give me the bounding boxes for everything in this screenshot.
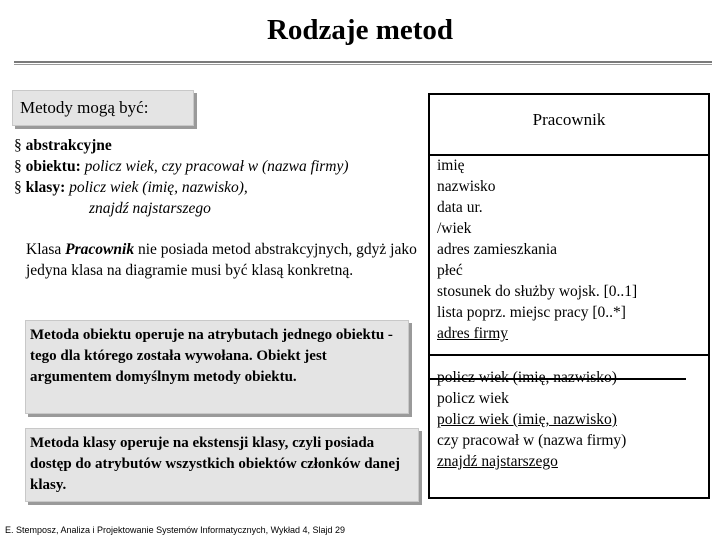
uml-attribute: /wiek	[437, 220, 472, 237]
uml-attribute-class-scope: adres firmy	[437, 325, 509, 342]
uml-attribute: nazwisko	[437, 178, 496, 195]
title-divider-shadow	[14, 64, 712, 65]
bullet-icon: §	[14, 179, 22, 196]
method-kinds-list	[14, 135, 349, 219]
object-label: obiektu:	[25, 158, 81, 175]
uml-attribute: data ur.	[437, 199, 483, 216]
bullet-icon: §	[14, 137, 22, 154]
class-methods-text: policz wiek (imię, nazwisko),	[69, 179, 248, 196]
uml-attribute: stosunek do służby wojsk. [0..1]	[437, 283, 638, 300]
methods-heading-box	[12, 90, 194, 126]
method-strike-line	[430, 378, 686, 380]
note-text-end: nie posiada metod abstrakcyjnych, gdyż jako jedyna klasa na diagramie musi być klasą konkretną.	[26, 241, 417, 279]
uml-attribute: imię	[437, 157, 465, 174]
bullet-icon: §	[14, 158, 22, 175]
title-divider	[14, 61, 712, 63]
uml-attribute: płeć	[437, 262, 463, 279]
uml-attribute: adres zamieszkania	[437, 241, 558, 258]
uml-method-class-scope: znajdź najstarszego	[437, 453, 558, 470]
uml-method: policz wiek	[437, 390, 509, 407]
slide-footer: E. Stemposz, Analiza i Projektowanie Systemów Informatycznych, Wykład 4, Slajd 29	[5, 525, 346, 535]
object-method-note: Metoda obiektu operuje na atrybutach jednego obiektu - tego dla którego została wywołana. Obiekt jest argumentem domyślnym metody obiektu.	[30, 327, 393, 385]
uml-method: czy pracował w (nazwa firmy)	[437, 432, 627, 449]
object-method-box	[25, 320, 409, 414]
uml-attributes	[437, 155, 637, 344]
abstract-label: abstrakcyjne	[25, 137, 112, 154]
uml-class-name: Pracownik	[532, 110, 606, 129]
object-methods-text: policz wiek, czy pracował w (nazwa firmy)	[84, 158, 349, 175]
list-item-object	[14, 156, 349, 177]
uml-attributes-divider	[428, 354, 710, 356]
list-item-abstract	[14, 135, 349, 156]
note-class-name: Pracownik	[65, 241, 135, 258]
class-method-note: Metoda klasy operuje na ekstensji klasy, czyli posiada dostęp do atrybutów wszystkich obiektów członków danej klasy.	[30, 435, 401, 493]
concrete-class-note	[26, 239, 421, 281]
uml-methods	[437, 367, 626, 472]
class-methods-text-2: znajdź najstarszego	[89, 200, 211, 217]
uml-attribute: lista poprz. miejsc pracy [0..*]	[437, 304, 626, 321]
slide-title: Rodzaje metod	[266, 14, 454, 46]
uml-method-class-scope: policz wiek (imię, nazwisko)	[437, 411, 617, 428]
class-method-box	[25, 428, 419, 502]
methods-heading-label: Metody mogą być:	[20, 98, 149, 117]
class-label: klasy:	[25, 179, 66, 196]
list-item-class	[14, 177, 349, 198]
list-item-class-continued	[14, 198, 349, 219]
note-text-start: Klasa	[26, 241, 66, 258]
